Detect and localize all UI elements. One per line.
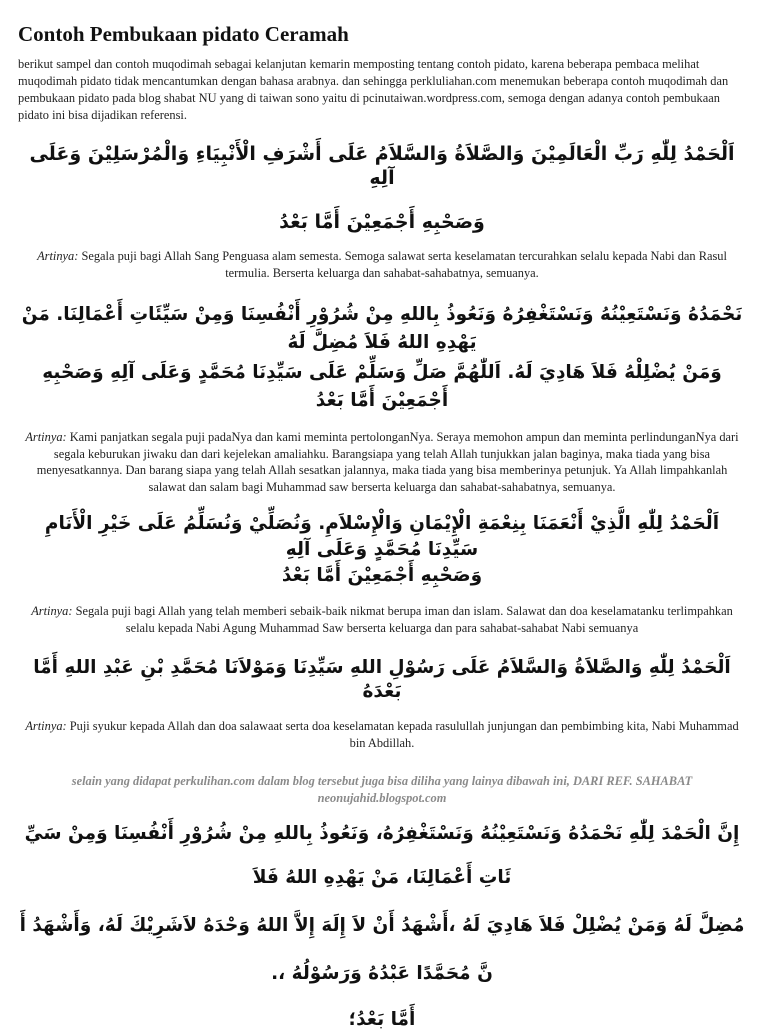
arabic-text-2b: وَمَنْ يُضْلِلْهُ فَلاَ هَادِيَ لَهُ. اَللّٰهُمَّ صَلِّ وَسَلِّمْ عَلَى سَيِّدِنَا مُحَمَّدٍ وَعَلَى آلِهِ وَصَحْبِهِ أَجْمَعِيْنَ أَمَّا بَعْدُ [42, 362, 722, 411]
translation-3 [18, 603, 746, 636]
document-title: Contoh Pembukaan pidato Ceramah [18, 22, 349, 46]
arabic-text-4: اَلْحَمْدُ لِلّٰهِ وَالصَّلاَةُ وَالسَّلاَمُ عَلَى رَسُوْلِ اللهِ سَيِّدِنَا وَمَوْلاَنَا مُحَمَّدِ بْنِ عَبْدِ اللهِ أَمَّا بَعْدَهُ [33, 657, 731, 702]
translation-label: Artinya: [25, 719, 67, 733]
final-arabic-line-5: أَمَّا بَعْدُ؛ [348, 1009, 416, 1030]
translation-1 [18, 248, 746, 281]
arabic-text-3b: وَصَحْبِهِ أَجْمَعِيْنَ أَمَّا بَعْدُ [281, 565, 483, 586]
translation-label: Artinya: [37, 249, 79, 263]
final-arabic-line-2: ئَاتِ أَعْمَالِنَا، مَنْ يَهْدِهِ اللهُ فَلاَ [252, 867, 512, 888]
final-arabic-line-3: مُضِلَّ لَهُ وَمَنْ يُضْلِلْ فَلاَ هَادِيَ لَهُ ،أَشْهَدُ أَنْ لاَ إِلَهَ إِلاَّ اللهُ وَحْدَهُ لاَشَرِيْكَ لَهُ، وَأَشْهَدُ أَ [19, 915, 745, 936]
translation-text: Segala puji bagi Allah Sang Penguasa alam semesta. Semoga salawat serta keselamatan tercurahkan selalu kepada Nabi dan Rasul termulia. Berserta keluarga dan sahabat-sahabatnya, semuanya. [78, 249, 727, 280]
final-arabic-line-1: إِنَّ الْحَمْدَ لِلّٰهِ نَحْمَدُهُ وَنَسْتَعِيْنُهُ وَنَسْتَغْفِرُهُ، وَنَعُوذُ بِاللهِ مِنْ شُرُوْرِ أَنْفُسِنَا وَمِنْ سَيِّ [24, 823, 740, 844]
translation-2 [18, 429, 746, 495]
arabic-text-3a: اَلْحَمْدُ لِلّٰهِ الَّذِيْ أَنْعَمَنَا بِنِعْمَةِ الْإِيْمَانِ وَالْإِسْلاَمِ. وَنُصَلِّيْ وَنُسَلِّمُ عَلَى خَيْرِ الْأَنَامِ سَيِّدِنَا مُحَمَّدٍ وَعَلَى آلِهِ [44, 513, 720, 560]
translation-label: Artinya: [31, 604, 73, 618]
intro-paragraph: berikut sampel dan contoh muqodimah sebagai kelanjutan kemarin memposting tentang contoh pidato, karena beberapa pembaca melihat muqodimah pidato tidak mencantumkan dengan bahasa arabnya. dan sehingga perkluliahan.com menemukan beberapa contoh muqodimah dan pembukaan pidato pada blog shabat NU yang di taiwan sono yaitu di pcinutaiwan.wordpress.com, semoga dengan adanya contoh pembukaan pidato ini bisa dijadikan referensi. [18, 57, 729, 122]
translation-4 [18, 718, 746, 751]
arabic-text-2a: نَحْمَدُهُ وَنَسْتَعِيْنُهُ وَنَسْتَغْفِرُهُ وَنَعُوذُ بِاللهِ مِنْ شُرُوْرِ أَنْفُسِنَا وَمِنْ سَيِّئَاتِ أَعْمَالِنَا. مَنْ يَهْدِهِ اللهُ فَلاَ مُضِلَّ لَهُ [21, 304, 743, 353]
translation-label: Artinya: [25, 430, 67, 444]
translation-text: Puji syukur kepada Allah dan doa salawaat serta doa keselamatan kepada rasulullah junjungan dan pembimbing kita, Nabi Muhammad bin Abdillah. [66, 719, 739, 750]
reference-note: selain yang didapat perkulihan.com dalam blog tersebut juga bisa diliha yang lainya dibawah ini, DARI REF. SAHABAT neonujahid.blogspot.com [71, 774, 693, 805]
arabic-text-1a: اَلْحَمْدُ لِلّٰهِ رَبِّ الْعَالَمِيْنَ وَالصَّلاَةُ وَالسَّلاَمُ عَلَى أَشْرَفِ الْأَنْبِيَاءِ وَالْمُرْسَلِيْنَ وَعَلَى آلِهِ [29, 143, 735, 189]
translation-text: Segala puji bagi Allah yang telah memberi sebaik-baik nikmat berupa iman dan islam. Salawat dan doa keselamatanku terlimpahkan selalu kepada Nabi Agung Muhammad Saw berserta keluarga dan para sahabat-sahabat Nabi semuanya [72, 604, 733, 635]
final-arabic-line-4: نَّ مُحَمَّدًا عَبْدُهُ وَرَسُوْلُهُ ،. [271, 963, 493, 984]
document-page [18, 0, 746, 1032]
arabic-text-1b: وَصَحْبِهِ أَجْمَعِيْنَ أَمَّا بَعْدُ [279, 211, 485, 233]
translation-text: Kami panjatkan segala puji padaNya dan kami meminta pertolonganNya. Seraya memohon ampun dan meminta perlindunganNya dari segala keburukan jiwaku dan dari kejelekan amaliahku. Barangsiapa yang telah Allah tunjukkan jalan baginya, maka tiada yang bisa menyesatkannya. Dan barang siapa yang telah Allah sesatkan jalannya, maka tiada yang bisa memberinya petunjuk. Ya Allah limpahkanlah salawat dan salam bagi Muhammad saw berserta keluarga dan sahabat-sahabatnya, semuanya. [36, 430, 739, 494]
